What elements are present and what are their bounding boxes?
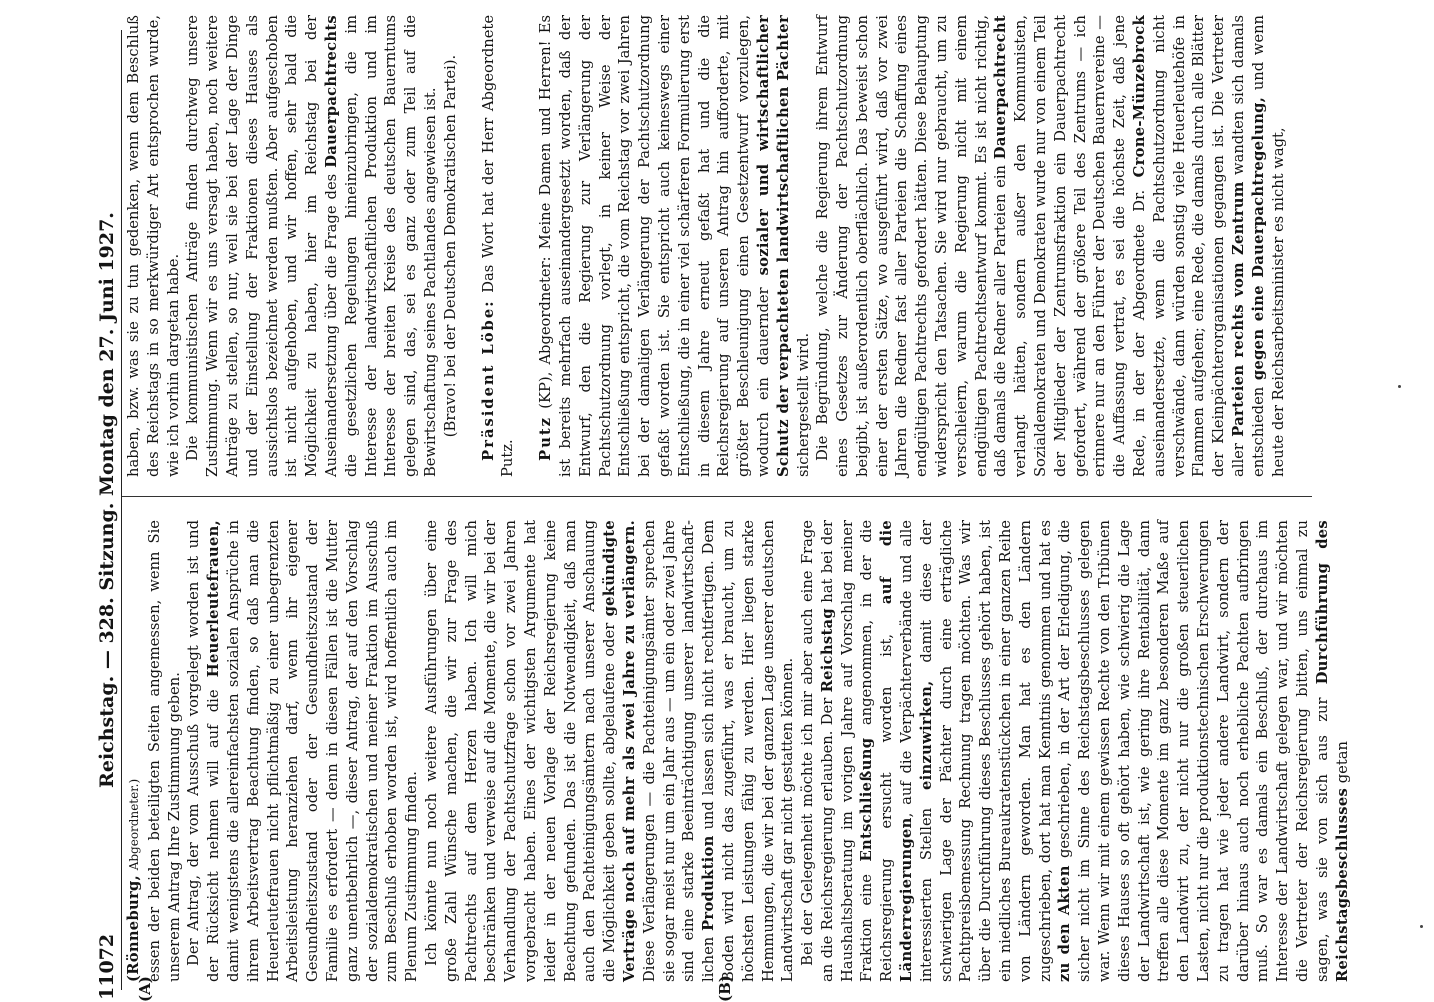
emphasis: Produktion [700,835,718,931]
emphasis: gegen eine Dauerpachtregelung, [1249,96,1267,381]
paragraph [813,15,1288,477]
margin-mark-a: (A) [136,976,154,1002]
emphasis: auf die Länderregierungen [878,520,916,982]
text-run: die gesetzlichen Regelungen hineinzubringen, die im Interesse der landwirtschaftlichen Produktion und im Interesse der breiten Kreise des deutschen Bauerntums gelegen sind, das, sei es ganz oder zum Teil auf die Bewirtschaftung seines Pachtlandes angewiesen ist. [342,15,439,477]
text-run: Die kommunistischen Anträge finden durchweg unsere Zustimmung. Wenn wir es uns versagt haben, noch weitere Anträge zu stellen, so nur, weil sie bei der Lage der Dinge und der Einstellung der Fraktionen dieses Hauses als aussichtslos bezeichnet werden mußten. Aber aufgeschoben ist nicht aufgehoben, und wir hoffen, sehr bald die Möglichkeit zu haben, hier im Reichstag bei der Auseinandersetzung über die Frage des [184,15,340,477]
text-run: Ich könnte nun noch weitere Ausführungen über eine große Zahl Wünsche machen, die wir zur Frage des Pachtrechts auf dem Herzen haben. Ich will mich beschränken und verweise auf die Momente, die wir bei der Verhandlung der Pachtschutzfrage schon vor zwei Jahren vorgebracht haben. Eines der wichtigsten Argumente hat leider in der neuen Vorlage der Reichsregierung keine Beachtung gefunden. Das ist die Notwendigkeit, daß man auch den Pachteinigungsämtern nach unserer Anschauung die Möglichkeit geben sollte, abgelaufene oder [422,520,619,982]
speaker-continuation [124,520,145,982]
scan-speck [1398,385,1401,388]
header-rule [121,30,122,990]
emphasis: Crone-Münzebrock [1131,15,1149,178]
emphasis: Reichstag [818,608,836,693]
emphasis: sozialer und wirtschaftlicher Schutz der verpachteten landwirtschaftlichen Pächter [754,15,792,477]
text-run: , auf die Verpächterverbände und alle interessierten Stellen [898,520,935,982]
text-run: Bei der Gelegenheit möchte ich mir aber auch eine Frage an die Reichsregierung erlauben. Der [799,520,836,982]
speaker-name: (Rönneburg, [125,874,142,982]
text-run: und wenn heute der Reichsarbeitsminister es nicht wagt, [1249,15,1287,477]
paragraph [422,520,798,982]
emphasis: Parteien rechts vom Zentrum [1230,181,1248,437]
text-run: wandten sich damals entschieden [1230,14,1267,477]
right-text-column [124,15,1314,477]
text-run: angenommen, in der die Reichsregierung ersucht worden ist, [858,519,896,982]
left-text-column [124,519,1351,982]
text-run: verlangt hätten, sondern außer den Kommunisten, Sozialdemokraten und Demokraten wurde nur von einem Teil der Mitglieder der Zentrumsfraktion ein Dauerpachtrecht gefordert, während der größere Teil des Zentrums — ich erinnere nur an den Führer der Deutschen Bauernvereine — die Auffassung vertrat, es sei die höchste Zeit, daß jene Rede, in der der Abgeordnete Dr. [1012,15,1149,477]
paragraph [184,520,422,982]
text-run: Die Begründung, welche die Regierung ihrem Entwurf eines Gesetzes zur Änderung der Pachtschutzordnung beigibt, ist außerordentlich oberflächlich. Das beweist schon einer der ersten Sätze, wo ausgeführt wird, daß vor zwei Jahren die Redner fast aller Parteien die Schaffung eines endgültigen Pachtrechts gefordert hätten. Diese Behauptung widerspricht den Tatsachen. Sie wird nur gebraucht, um zu verschleiern, warum die Regierung nicht mit einem endgültigen Pachtrechtsentwurf kommt. Es ist nicht richtig, daß damals die Redner aller Parteien ein [814,15,1010,477]
text-run: sichergestellt wird. [794,332,812,477]
text-run: und lassen sich nicht rechtfertigen. Dem Boden wird nicht das zugeführt, was er braucht, um zu höchsten Leistungen fähig zu werden. Hier liegen starke Hemmungen, die wir bei der ganzen Lage unserer deutschen Landwirtschaft gar nicht gestatten können. [700,520,797,982]
applause-note: (Bravo! bei der Deutschen Demokratischen Partei). [441,54,459,438]
text-run: damit diese der schwierigen Lage der Pächter durch eine erträgliche Pachtpreisbemessung Rechnung tragen möchten. Was wir über die Durchführung dieses Beschlusses gehört haben, ist ein niedliches Bureaukratenstückchen in einer ganzen Reihe von Ländern geworden. Man hat es den Ländern zugeschrieben, dort hat man Kenntnis genommen und hat es [917,520,1054,982]
paragraph: haben, bzw. was sie zu tun gedenken, wenn dem Beschluß des Reichstags in so merkwürdiger Art entsprochen wurde, wie ich vorhin dargetan habe. [125,15,182,477]
text-run: hat bei der Haushaltsberatung im vorigen Jahre auf Vorschlag meiner Fraktion eine [818,519,876,982]
paragraph [183,15,440,477]
paragraph [798,520,1352,982]
text-run: (KP), Abgeordneter: Meine Damen und Herren! Es ist bereits mehrfach auseinandergesetzt worden, daß der Entwurf, den die Regierung zur Verlängerung der Pachtschutzordnung vorlegt, in keiner Weise der Entschließung entspricht, die vom Reichstag vor zwei Jahren bei der damaligen Verlängerung der Pachtschutzordnung gefaßt worden ist. Sie entspricht auch keineswegs einer Entschließung, die in einer viel schärferen Formulierung erst in diesem Jahre erneut gefaßt hat und die die Reichsregierung auf unseren Antrag hin aufforderte, mit größter Beschleunigung einen Gesetzentwurf vorzulegen, wodurch ein dauernder [537,14,772,477]
paragraph: essen der beiden beteiligten Seiten angemessen, wenn Sie unserem Antrag Ihre Zustimmung geben. [145,520,183,982]
text-run: getan [1333,741,1351,784]
president-statement [479,15,519,477]
scan-speck [1420,925,1423,928]
text-run: Das Wort hat der Herr Abgeordnete Putz. [479,14,517,477]
emphasis: Heuerleutefrauen, [205,520,223,678]
text-run: auseinandersetzte, wenn die Pachtschutzordnung nicht verschwände, dann würden sonstig viele Heuerleutehöfe in Flammen aufgehen; eine Rede, die damals durch alle Blätter der Kleinpächterorganisationen gegangen ist. Die Vertreter aller [1150,15,1248,477]
emphasis: zu den Akten [1056,865,1074,982]
text-run: damit wenigstens die allereinfachsten sozialen Ansprüche in ihrem Arbeitsvertrag Beachtung finden, so daß man die Heuerleutefrauen nicht pflichtmäßig zu einer unbegrenzten Arbeitsleistung heranziehen darf, wenn ihr eigener Gesundheitszustand oder der Gesundheitszustand der Familie es erfordert — denn in diesen Fällen ist die Mutter ganz unentbehrlich —, dieser Antrag, der auf den Vorschlag der sozialdemokratischen und meiner Fraktion im Ausschuß zum Beschluß erhoben worden ist, wird hoffentlich auch im Plenum Zustimmung finden. [224,520,421,982]
margin-mark-b: (B) [716,975,734,1002]
emphasis: einzuwirken, [917,680,935,790]
emphasis: Dauerpachtrechts [322,15,340,168]
speaker-role: Abgeordneter.) [127,778,141,871]
column-divider [122,496,1312,497]
text-run: Der Antrag, der vom Ausschuß vorgelegt worden ist und der Rücksicht nehmen will auf die [185,520,223,982]
emphasis: Durchführung des Reichstagsbeschlusses [1313,520,1351,982]
president-label: Präsident Löbe: [479,299,497,461]
page-number: 11072 [96,933,118,1000]
emphasis: Dauerpachtrecht [992,15,1010,160]
speaker-name: Putz [537,415,555,461]
speaker-paragraph [536,15,813,477]
text-run: Diese Verlängerungen — die Pachteinigungsämter sprechen sie sogar meist nur um ein Jahr aus — um ein oder zwei Jahre sind eine starke Beeinträchtigung unserer landwirtschaftlichen [640,520,718,982]
text-run: geschrieben, in der Art der Erledigung, die sicher nicht im Sinne des Reichstagsbeschlusses gelegen war. Wenn wir mit einem gewissen Rechte von den Tribünen dieses Hauses so oft gehört haben, wie schwierig die Lage der Landwirtschaft ist, wie gering ihre Rentabilität, dann treffen alle diese Momente im ganz besonderen Maße auf den Landwirt zu, der nicht nur die großen steuerlichen Lasten, nicht nur die produktionstechnischen Erschwerungen zu tragen hat wie jeder andere Landwirt, sondern der darüber hinaus auch noch erhebliche Pachten aufbringen muß. So war es damals ein Beschluß, der durchaus im Interesse der Landwirtschaft gelegen war, und wir möchten die Vertreter der Reichsregierung bitten, uns einmal zu sagen, was sie von sich aus zur [1056,520,1331,982]
emphasis: gekündigte Verträge noch auf mehr als zwei Jahre zu verlängern. [601,520,638,982]
page-header-title: Reichstag. — 328. Sitzung. Montag den 27. Juni 1927. [96,212,118,788]
emphasis: Entschließung [858,737,876,862]
